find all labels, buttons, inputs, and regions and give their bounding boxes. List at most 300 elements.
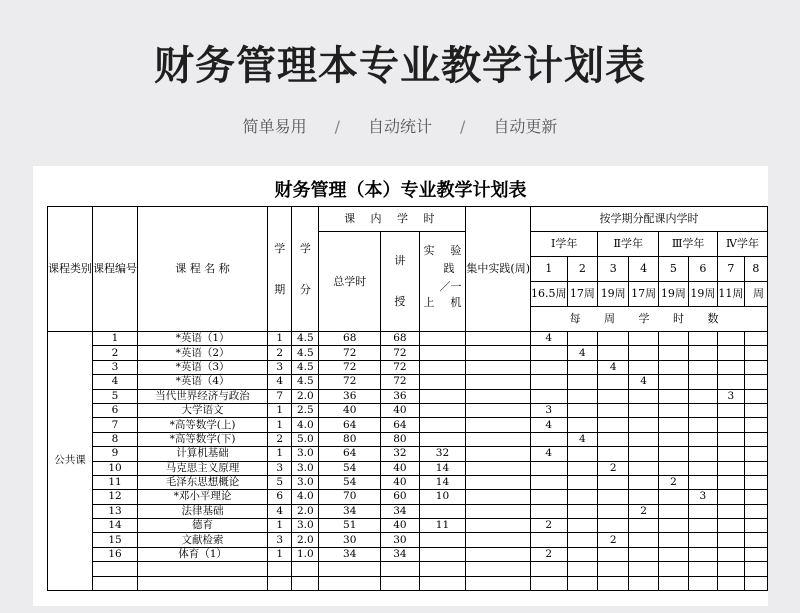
header-weekly-hours: 每 周 学 时 数: [531, 307, 768, 332]
cell-semester: 1: [268, 447, 292, 461]
cell-credit: 2.0: [292, 504, 319, 518]
cell-lecture-hours: 72: [381, 346, 419, 360]
cell-weekly-hours: 2: [659, 475, 688, 489]
cell-weekly-hours: [567, 519, 598, 533]
cell-weekly-hours: 3: [718, 389, 745, 403]
table-row: [48, 418, 768, 432]
table-row: [48, 332, 768, 346]
cell-course-name: 文献检索: [138, 533, 268, 547]
cell-weekly-hours: [688, 360, 717, 374]
cell-weekly-hours: [718, 360, 745, 374]
table-row: [48, 403, 768, 417]
cell-weekly-hours: [718, 547, 745, 561]
cell-weekly-hours: [598, 418, 629, 432]
cell-course-no: 7: [93, 418, 138, 432]
cell-weekly-hours: [629, 461, 659, 475]
cell-weekly-hours: [567, 389, 598, 403]
cell-lab-hours: [419, 375, 466, 389]
empty-cell: [531, 576, 568, 590]
cell-weekly-hours: 3: [531, 403, 568, 417]
cell-total-hours: 40: [319, 403, 381, 417]
cell-weekly-hours: [629, 332, 659, 346]
cell-weekly-hours: 2: [598, 533, 629, 547]
header-course-no: 课程编号: [93, 207, 138, 332]
header-weeks: 17周: [567, 282, 598, 307]
cell-course-name: 当代世界经济与政治: [138, 389, 268, 403]
cell-concentrated-practice: [466, 389, 531, 403]
cell-credit: 1.0: [292, 547, 319, 561]
cell-weekly-hours: [718, 461, 745, 475]
cell-weekly-hours: 4: [531, 418, 568, 432]
header-term: 2: [567, 257, 598, 282]
cell-weekly-hours: [744, 504, 767, 518]
cell-weekly-hours: [718, 447, 745, 461]
cell-weekly-hours: [629, 475, 659, 489]
empty-cell: [598, 562, 629, 576]
cell-weekly-hours: [659, 547, 688, 561]
cell-credit: 2.0: [292, 533, 319, 547]
cell-lab-hours: [419, 403, 466, 417]
cell-weekly-hours: [598, 504, 629, 518]
cell-credit: 4.0: [292, 418, 319, 432]
header-year-2: Ⅱ学年: [598, 232, 659, 257]
cell-semester: 3: [268, 533, 292, 547]
header-course-type: 课程类别: [48, 207, 93, 332]
cell-weekly-hours: [718, 490, 745, 504]
cell-weekly-hours: [598, 547, 629, 561]
cell-course-name: *英语（3）: [138, 360, 268, 374]
cell-weekly-hours: 4: [531, 332, 568, 346]
table-row: [48, 461, 768, 475]
table-row: [48, 475, 768, 489]
cell-course-name: 毛泽东思想概论: [138, 475, 268, 489]
cell-concentrated-practice: [466, 547, 531, 561]
empty-cell: [268, 576, 292, 590]
cell-semester: 1: [268, 519, 292, 533]
cell-weekly-hours: [744, 418, 767, 432]
cell-credit: 4.5: [292, 360, 319, 374]
cell-semester: 4: [268, 504, 292, 518]
cell-weekly-hours: [629, 389, 659, 403]
cell-concentrated-practice: [466, 461, 531, 475]
cell-concentrated-practice: [466, 403, 531, 417]
cell-total-hours: 34: [319, 547, 381, 561]
cell-concentrated-practice: [466, 490, 531, 504]
cell-weekly-hours: [744, 461, 767, 475]
cell-course-name: *邓小平理论: [138, 490, 268, 504]
cell-weekly-hours: [688, 533, 717, 547]
cell-semester: 2: [268, 346, 292, 360]
teaching-plan-table: [47, 206, 768, 591]
cell-weekly-hours: [744, 375, 767, 389]
table-row: [48, 562, 768, 576]
cell-weekly-hours: [688, 461, 717, 475]
cell-credit: 4.5: [292, 332, 319, 346]
cell-semester: 2: [268, 432, 292, 446]
cell-weekly-hours: [629, 360, 659, 374]
cell-weekly-hours: [598, 375, 629, 389]
empty-cell: [292, 562, 319, 576]
cell-semester: 6: [268, 490, 292, 504]
cell-course-no: 13: [93, 504, 138, 518]
cell-lab-hours: [419, 389, 466, 403]
cell-weekly-hours: [567, 418, 598, 432]
empty-cell: [629, 562, 659, 576]
cell-semester: 7: [268, 389, 292, 403]
header-class-hours: 课 内 学 时: [319, 207, 466, 232]
cell-weekly-hours: [659, 403, 688, 417]
cell-lecture-hours: 60: [381, 490, 419, 504]
cell-weekly-hours: [629, 447, 659, 461]
cell-course-name: *高等数学(下): [138, 432, 268, 446]
header-by-semester: 按学期分配课内学时: [531, 207, 768, 232]
cell-course-no: 4: [93, 375, 138, 389]
cell-credit: 2.0: [292, 389, 319, 403]
cell-weekly-hours: [567, 475, 598, 489]
cell-lab-hours: [419, 418, 466, 432]
cell-weekly-hours: [688, 403, 717, 417]
cell-weekly-hours: [718, 332, 745, 346]
cell-weekly-hours: [598, 389, 629, 403]
empty-cell: [629, 576, 659, 590]
cell-weekly-hours: [598, 332, 629, 346]
cell-semester: 1: [268, 418, 292, 432]
cell-concentrated-practice: [466, 332, 531, 346]
cell-weekly-hours: [629, 346, 659, 360]
empty-cell: [718, 562, 745, 576]
cell-concentrated-practice: [466, 418, 531, 432]
cell-weekly-hours: [688, 547, 717, 561]
cell-concentrated-practice: [466, 346, 531, 360]
cell-lab-hours: 10: [419, 490, 466, 504]
cell-credit: 3.0: [292, 519, 319, 533]
cell-total-hours: 34: [319, 504, 381, 518]
cell-course-name: *英语（4）: [138, 375, 268, 389]
cell-weekly-hours: 4: [567, 432, 598, 446]
cell-concentrated-practice: [466, 533, 531, 547]
empty-cell: [319, 576, 381, 590]
cell-course-no: 9: [93, 447, 138, 461]
cell-weekly-hours: [718, 533, 745, 547]
cell-course-no: 3: [93, 360, 138, 374]
cell-weekly-hours: [567, 447, 598, 461]
cell-weekly-hours: [718, 504, 745, 518]
header-term: 8: [744, 257, 767, 282]
cell-weekly-hours: [744, 547, 767, 561]
cell-weekly-hours: [598, 447, 629, 461]
cell-weekly-hours: [629, 547, 659, 561]
cell-weekly-hours: [531, 533, 568, 547]
cell-credit: 3.0: [292, 447, 319, 461]
cell-weekly-hours: [744, 403, 767, 417]
cell-lecture-hours: 40: [381, 475, 419, 489]
header-weeks: 周: [744, 282, 767, 307]
cell-weekly-hours: [659, 461, 688, 475]
cell-semester: 1: [268, 332, 292, 346]
cell-weekly-hours: [531, 475, 568, 489]
cell-weekly-hours: [688, 389, 717, 403]
cell-weekly-hours: [567, 504, 598, 518]
cell-weekly-hours: [598, 475, 629, 489]
separator: /: [460, 117, 466, 136]
cell-lab-hours: 32: [419, 447, 466, 461]
sheet-title: 财务管理（本）专业教学计划表: [274, 180, 527, 201]
cell-lecture-hours: 80: [381, 432, 419, 446]
cell-course-no: 16: [93, 547, 138, 561]
table-row: [48, 447, 768, 461]
cell-lecture-hours: 40: [381, 403, 419, 417]
cell-lab-hours: 14: [419, 475, 466, 489]
empty-cell: [659, 576, 688, 590]
cell-weekly-hours: [567, 375, 598, 389]
cell-weekly-hours: [531, 461, 568, 475]
cell-total-hours: 72: [319, 346, 381, 360]
header-weeks: 19周: [598, 282, 629, 307]
cell-weekly-hours: [688, 346, 717, 360]
cell-lab-hours: [419, 360, 466, 374]
empty-cell: [567, 562, 598, 576]
cell-course-name: *高等数学(上): [138, 418, 268, 432]
cell-weekly-hours: [718, 346, 745, 360]
cell-total-hours: 68: [319, 332, 381, 346]
cell-course-no: 1: [93, 332, 138, 346]
cell-weekly-hours: [659, 346, 688, 360]
table-row: [48, 576, 768, 590]
cell-weekly-hours: [659, 490, 688, 504]
empty-cell: [718, 576, 745, 590]
header-term: 3: [598, 257, 629, 282]
cell-weekly-hours: [744, 346, 767, 360]
cell-weekly-hours: [688, 332, 717, 346]
page-title: 财务管理本专业教学计划表: [154, 43, 646, 89]
cell-semester: 1: [268, 403, 292, 417]
cell-concentrated-practice: [466, 375, 531, 389]
cell-weekly-hours: [598, 519, 629, 533]
empty-cell: [419, 576, 466, 590]
cell-weekly-hours: [659, 504, 688, 518]
table-row: [48, 346, 768, 360]
tag-auto-stats: 自动统计: [367, 117, 432, 136]
cell-course-no: 14: [93, 519, 138, 533]
cell-weekly-hours: 2: [531, 547, 568, 561]
cell-lecture-hours: 34: [381, 547, 419, 561]
header-concentrated-practice: 集中实践(周): [466, 207, 531, 332]
tag-easy: 简单易用: [242, 117, 307, 136]
cell-lecture-hours: 40: [381, 519, 419, 533]
cell-course-name: 体育（1）: [138, 547, 268, 561]
cell-weekly-hours: [629, 490, 659, 504]
cell-weekly-hours: [629, 418, 659, 432]
table-row: [48, 490, 768, 504]
cell-weekly-hours: [531, 360, 568, 374]
empty-cell: [381, 562, 419, 576]
cell-lab-hours: [419, 332, 466, 346]
header-term: 6: [688, 257, 717, 282]
cell-weekly-hours: [531, 389, 568, 403]
cell-course-no: 11: [93, 475, 138, 489]
cell-course-name: 马克思主义原理: [138, 461, 268, 475]
cell-weekly-hours: 3: [688, 490, 717, 504]
cell-weekly-hours: [531, 504, 568, 518]
header-credit: 学 分: [292, 207, 319, 332]
spreadsheet-preview: [33, 166, 768, 606]
cell-weekly-hours: [629, 533, 659, 547]
cell-weekly-hours: [659, 533, 688, 547]
cell-weekly-hours: [567, 332, 598, 346]
cell-weekly-hours: [744, 332, 767, 346]
cell-total-hours: 72: [319, 375, 381, 389]
empty-cell: [138, 562, 268, 576]
header-weeks: 16.5周: [531, 282, 568, 307]
cell-lecture-hours: 30: [381, 533, 419, 547]
cell-course-name: 法律基础: [138, 504, 268, 518]
cell-weekly-hours: [567, 461, 598, 475]
cell-credit: 5.0: [292, 432, 319, 446]
cell-weekly-hours: [659, 418, 688, 432]
table-row: [48, 432, 768, 446]
cell-concentrated-practice: [466, 475, 531, 489]
empty-cell: [688, 562, 717, 576]
empty-cell: [93, 562, 138, 576]
table-row: [48, 533, 768, 547]
cell-course-no: 8: [93, 432, 138, 446]
cell-lab-hours: [419, 432, 466, 446]
cell-weekly-hours: [718, 519, 745, 533]
cell-weekly-hours: [744, 432, 767, 446]
cell-weekly-hours: [629, 432, 659, 446]
cell-credit: 4.5: [292, 375, 319, 389]
cell-course-name: *英语（1）: [138, 332, 268, 346]
course-rows: [48, 332, 768, 591]
cell-weekly-hours: [531, 490, 568, 504]
empty-cell: [744, 562, 767, 576]
cell-weekly-hours: [598, 346, 629, 360]
cell-weekly-hours: [659, 519, 688, 533]
cell-weekly-hours: [659, 332, 688, 346]
cell-semester: 5: [268, 475, 292, 489]
cell-total-hours: 72: [319, 360, 381, 374]
cell-weekly-hours: [744, 475, 767, 489]
cell-lecture-hours: 68: [381, 332, 419, 346]
cell-weekly-hours: [659, 389, 688, 403]
cell-weekly-hours: 2: [531, 519, 568, 533]
cell-credit: 2.5: [292, 403, 319, 417]
empty-cell: [659, 562, 688, 576]
cell-total-hours: 70: [319, 490, 381, 504]
cell-weekly-hours: [629, 519, 659, 533]
cell-course-name: 计算机基础: [138, 447, 268, 461]
table-row: [48, 519, 768, 533]
header-weeks: 11周: [718, 282, 745, 307]
cell-credit: 3.0: [292, 461, 319, 475]
cell-weekly-hours: [567, 533, 598, 547]
cell-weekly-hours: [567, 360, 598, 374]
cell-course-no: 12: [93, 490, 138, 504]
cell-total-hours: 64: [319, 447, 381, 461]
cell-total-hours: 54: [319, 475, 381, 489]
cell-lecture-hours: 34: [381, 504, 419, 518]
empty-cell: [93, 576, 138, 590]
cell-weekly-hours: [718, 418, 745, 432]
cell-weekly-hours: [598, 403, 629, 417]
cell-course-name: 德育: [138, 519, 268, 533]
cell-weekly-hours: [531, 432, 568, 446]
cell-weekly-hours: 2: [598, 461, 629, 475]
empty-cell: [567, 576, 598, 590]
cell-concentrated-practice: [466, 519, 531, 533]
cell-weekly-hours: [718, 475, 745, 489]
header-term: 5: [659, 257, 688, 282]
cell-total-hours: 36: [319, 389, 381, 403]
cell-course-no: 10: [93, 461, 138, 475]
cell-course-no: 15: [93, 533, 138, 547]
cell-concentrated-practice: [466, 504, 531, 518]
feature-tagline: [0, 114, 800, 137]
empty-cell: [138, 576, 268, 590]
cell-lecture-hours: 32: [381, 447, 419, 461]
cell-weekly-hours: [688, 519, 717, 533]
cell-total-hours: 64: [319, 418, 381, 432]
cell-weekly-hours: [688, 418, 717, 432]
empty-cell: [688, 576, 717, 590]
cell-weekly-hours: [718, 432, 745, 446]
cell-course-no: 2: [93, 346, 138, 360]
cell-credit: 4.0: [292, 490, 319, 504]
cell-semester: 3: [268, 360, 292, 374]
table-row: [48, 375, 768, 389]
cell-lecture-hours: 72: [381, 360, 419, 374]
cell-concentrated-practice: [466, 447, 531, 461]
separator: /: [334, 117, 340, 136]
empty-cell: [381, 576, 419, 590]
cell-total-hours: 30: [319, 533, 381, 547]
cell-semester: 3: [268, 461, 292, 475]
cell-weekly-hours: [567, 547, 598, 561]
table-row: [48, 389, 768, 403]
cell-weekly-hours: [567, 403, 598, 417]
cell-credit: 3.0: [292, 475, 319, 489]
cell-weekly-hours: [629, 403, 659, 417]
header-year-4: Ⅳ学年: [718, 232, 768, 257]
header-term: 7: [718, 257, 745, 282]
cell-weekly-hours: 4: [567, 346, 598, 360]
header-course-name: 课 程 名 称: [138, 207, 268, 332]
cell-weekly-hours: [659, 432, 688, 446]
cell-weekly-hours: [744, 490, 767, 504]
cell-weekly-hours: [659, 447, 688, 461]
cell-concentrated-practice: [466, 432, 531, 446]
cell-weekly-hours: [659, 360, 688, 374]
cell-weekly-hours: [659, 375, 688, 389]
empty-cell: [319, 562, 381, 576]
cell-lab-hours: [419, 346, 466, 360]
group-label-public-course: 公共课: [48, 332, 93, 591]
cell-weekly-hours: [688, 447, 717, 461]
header-total-hours: 总学时: [319, 232, 381, 332]
cell-total-hours: 51: [319, 519, 381, 533]
cell-lecture-hours: 64: [381, 418, 419, 432]
cell-weekly-hours: [567, 490, 598, 504]
header-year-3: Ⅲ学年: [659, 232, 718, 257]
cell-weekly-hours: [744, 447, 767, 461]
cell-weekly-hours: [718, 375, 745, 389]
cell-weekly-hours: 4: [531, 447, 568, 461]
cell-lab-hours: [419, 504, 466, 518]
cell-weekly-hours: [688, 375, 717, 389]
cell-lab-hours: [419, 533, 466, 547]
cell-weekly-hours: [688, 432, 717, 446]
cell-weekly-hours: 4: [629, 375, 659, 389]
